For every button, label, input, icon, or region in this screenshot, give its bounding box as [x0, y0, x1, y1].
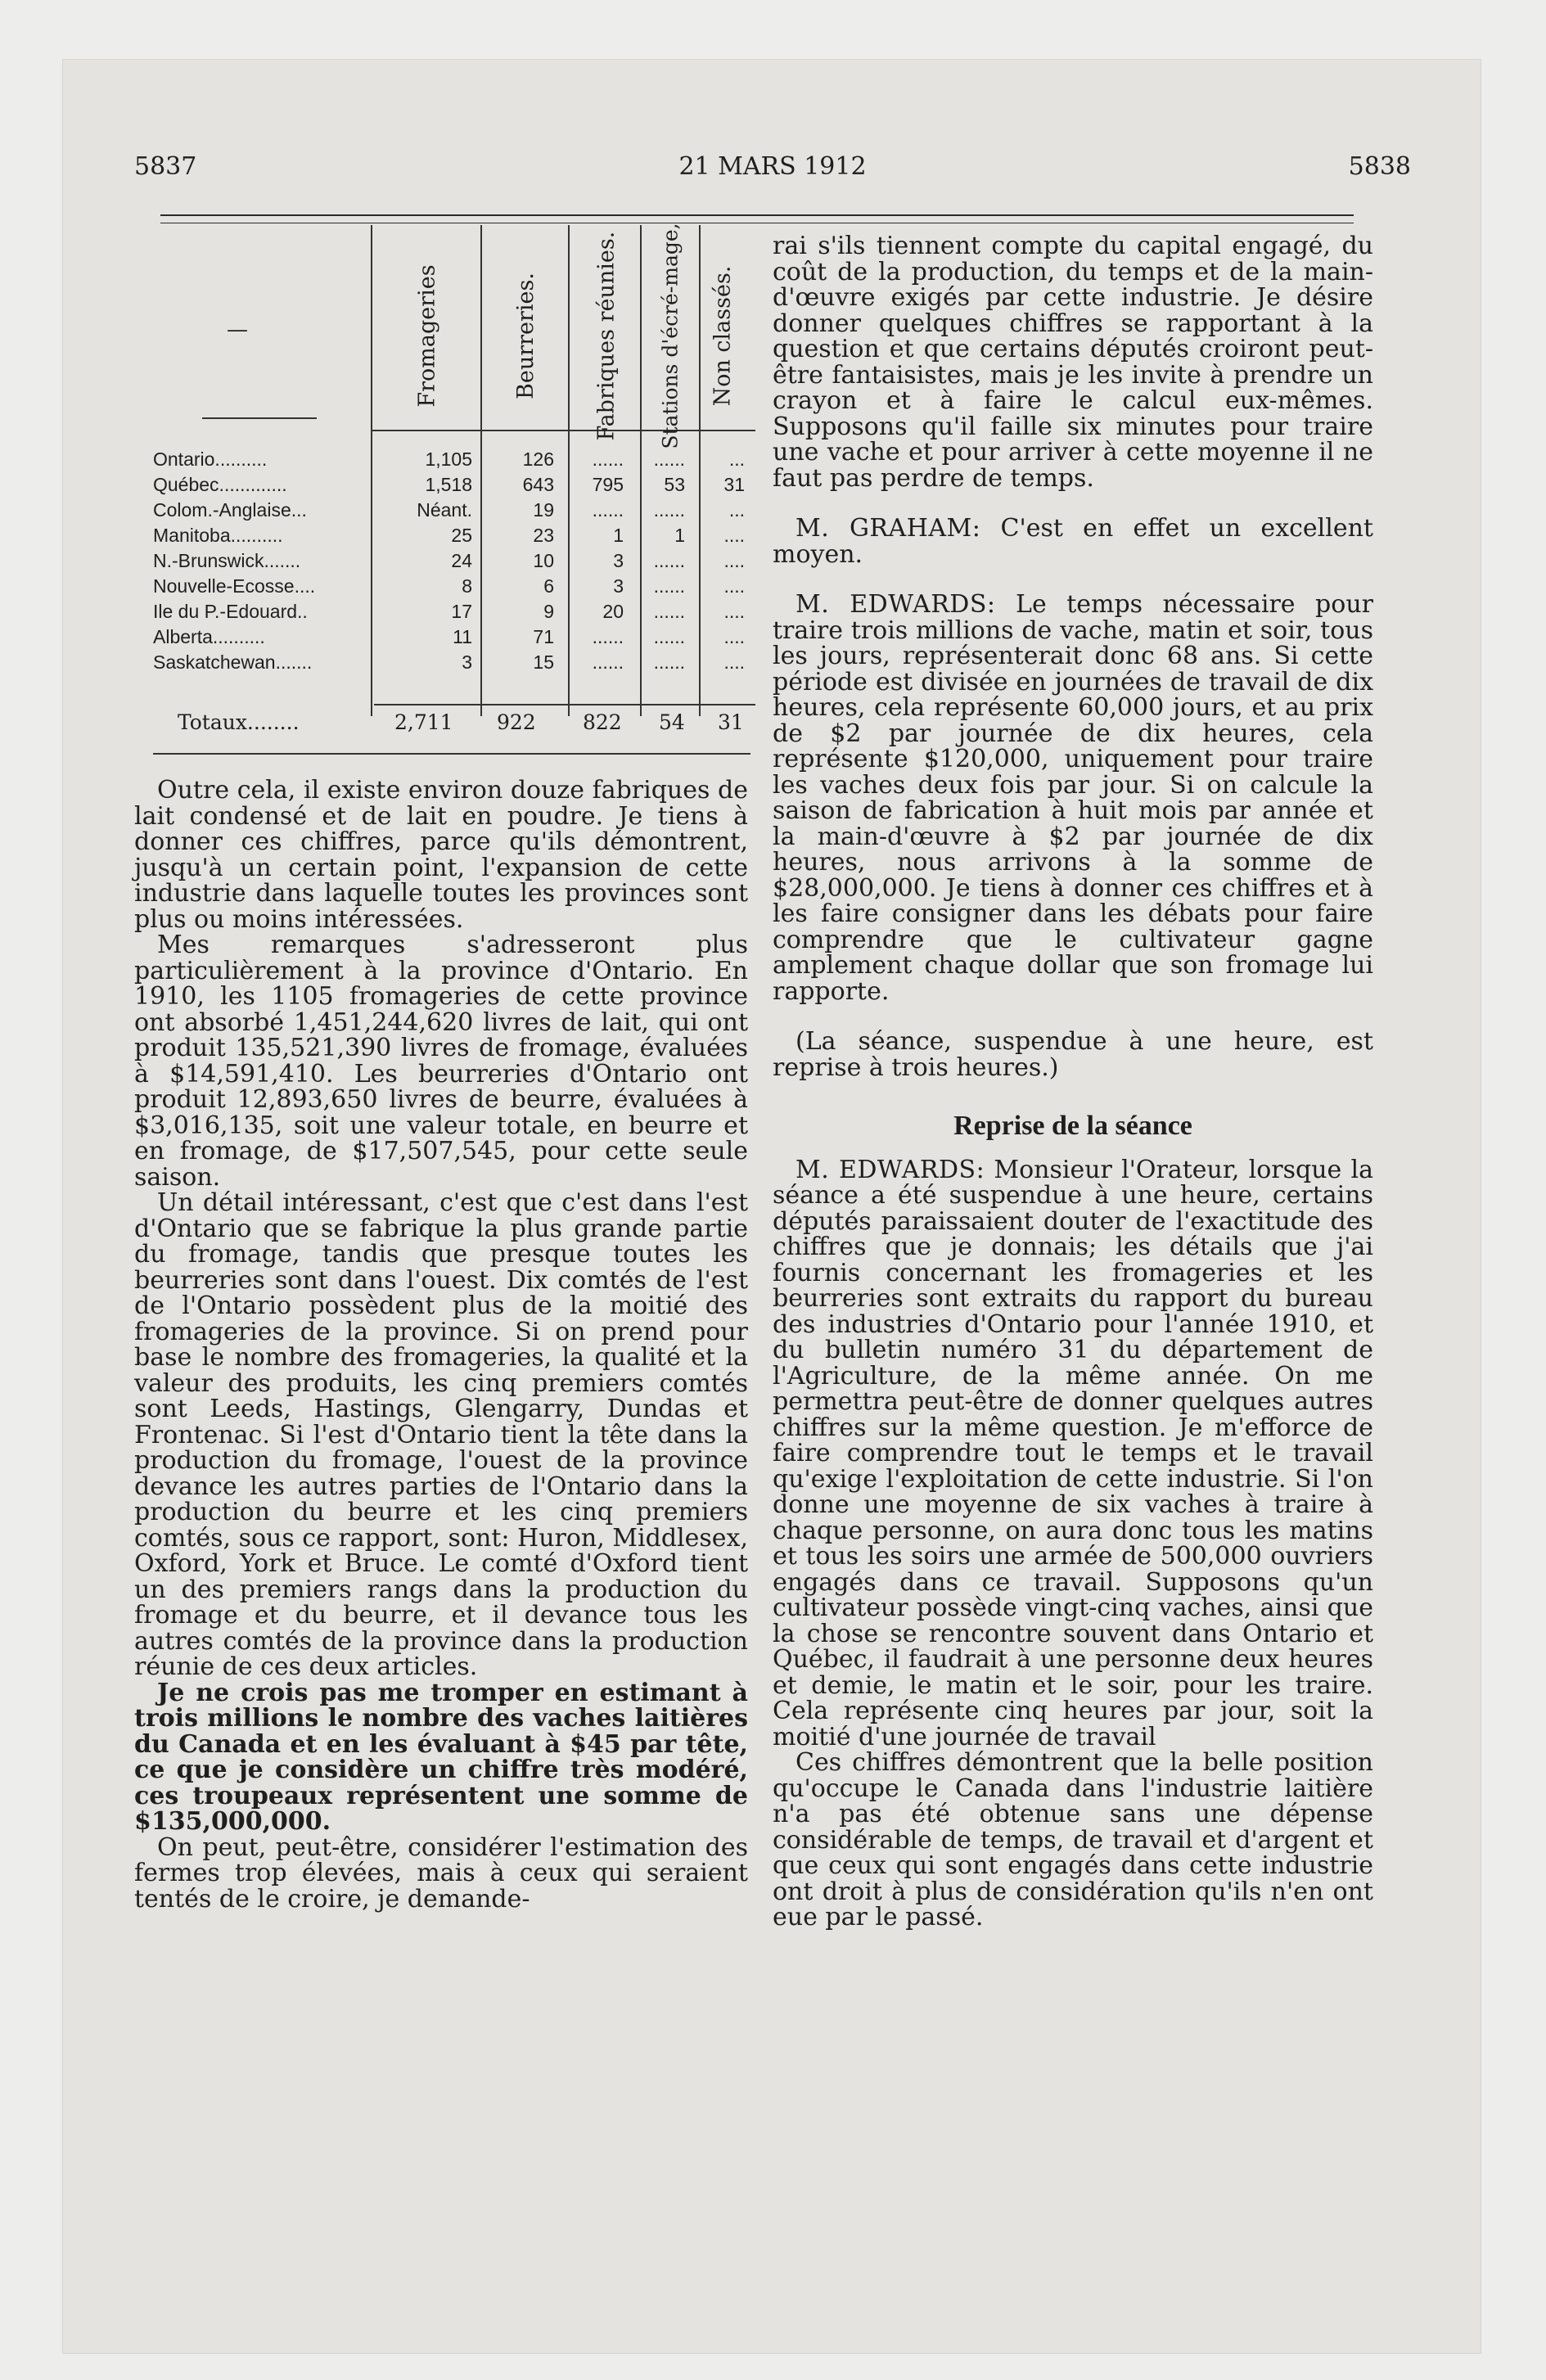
cell-fabriques: 20 — [602, 601, 624, 622]
totals-fabriques: 822 — [583, 710, 622, 734]
cell-fabriques: 1 — [613, 525, 624, 546]
left-paragraph-5: On peut, peut-être, considérer l'estimation des fermes trop élevées, mais à ceux qui seraient tentés de le croire, je demande- — [134, 1832, 748, 1913]
cell-non-classes: .... — [723, 525, 745, 546]
col-head-non-classes: Non classés. — [710, 265, 736, 406]
header-rule — [160, 214, 1354, 216]
cell-non-classes: .... — [723, 651, 745, 673]
cell-beurreries: 23 — [533, 525, 554, 546]
province-name: N.-Brunswick....... — [153, 550, 301, 571]
table-row — [153, 626, 759, 651]
cell-fabriques: ...... — [592, 651, 624, 673]
cell-fromageries: 17 — [451, 601, 472, 622]
table-bottom-rule — [153, 753, 750, 755]
right-page-number: 5838 — [1348, 152, 1411, 181]
right-paragraph-conclusion: Ces chiffres démontrent que la belle position qu'occupe le Canada dans l'industrie laitière n'a pas été obtenue sans une dépense considérable de temps, de travail et d'argent et que ceux qui sont engagés dans cette industrie ont droit à plus de considération qu'ils n'en ont eue par le passé. — [773, 1748, 1373, 1931]
right-paragraph-1: rai s'ils tiennent compte du capital engagé, du coût de la production, du temps et de la main-d'œuvre exigés par cette industrie. Je désire donner quelques chiffres se rapportant à la question et que certains députés croiront peut-être fantaisistes, mais je les invite à prendre un crayon et à faire le calcul eux-mêmes. Supposons qu'il faille six minutes pour traire une vache et pour arriver à cette moyenne il ne faut pas perdre de temps. — [773, 232, 1373, 493]
cell-non-classes: .... — [723, 626, 745, 647]
cell-stations: ...... — [653, 575, 685, 597]
province-name: Saskatchewan....... — [153, 651, 313, 673]
right-paragraph-graham: M. GRAHAM: C'est en effet un excellent moyen. — [773, 514, 1373, 569]
cell-non-classes: ... — [728, 499, 745, 521]
table-row — [153, 499, 759, 525]
cell-fromageries: 1,105 — [425, 449, 472, 470]
cell-fabriques: 795 — [592, 474, 624, 495]
cell-stations: ...... — [653, 550, 685, 571]
cell-beurreries: 9 — [543, 601, 554, 622]
cell-non-classes: .... — [723, 550, 745, 571]
cell-fromageries: 11 — [453, 626, 472, 647]
totals-beurreries: 922 — [497, 710, 536, 734]
table-row — [153, 601, 759, 626]
cell-fromageries: Néant. — [417, 499, 472, 521]
totals-label: Totaux........ — [178, 710, 300, 734]
province-name: Nouvelle-Ecosse.... — [153, 575, 316, 597]
left-paragraph-2: Mes remarques s'adresseront plus particulièrement à la province d'Ontario. En 1910, les 1105 fromageries de cette province ont absorbé 1,451,244,620 livres de lait, qui ont produit 135,521,390 livres de fromage, évaluées à $14,591,410. Les beurreries d'Ontario ont produit 12,893,650 livres de beurre, évaluées à $3,016,135, soit une valeur totale, en beurre et en fromage, de $17,507,545, pour cette seule saison. — [134, 931, 748, 1192]
col-head-fromageries: Fromageries — [414, 264, 440, 408]
cell-non-classes: ... — [728, 449, 745, 470]
speaker-edwards-1: M. EDWARDS: — [796, 590, 996, 619]
left-paragraph-4: Je ne crois pas me tromper en estimant à trois millions le nombre des vaches laitières du Canada et en les évaluant à $45 par tête, ce que je considère un chiffre très modéré, ces troupeaux représentent une somme de $135,000,000. — [134, 1678, 748, 1836]
right-column-text — [773, 233, 1373, 1931]
province-name: Québec............. — [153, 474, 287, 495]
province-name: Ontario.......... — [153, 449, 268, 470]
cell-beurreries: 15 — [533, 651, 554, 673]
cell-stations: ...... — [653, 601, 685, 622]
col-head-beurreries: Beurreries. — [512, 272, 539, 399]
section-title: Reprise de la séance — [953, 1111, 1192, 1141]
cell-non-classes: .... — [723, 601, 745, 622]
cell-beurreries: 71 — [533, 626, 554, 647]
cell-beurreries: 19 — [533, 499, 554, 521]
table-row — [153, 525, 759, 550]
running-head — [134, 152, 1411, 193]
table-totals-row — [153, 710, 759, 743]
province-name: Manitoba.......... — [153, 525, 283, 546]
cell-fabriques: ...... — [592, 626, 624, 647]
cell-fromageries: 24 — [451, 550, 472, 571]
cell-fabriques: ...... — [592, 499, 624, 521]
table-row — [153, 575, 759, 601]
cell-stations: 53 — [664, 474, 685, 495]
left-column-text — [134, 778, 748, 1912]
left-paragraph-3: Un détail intéressant, c'est que c'est dans l'est d'Ontario que se fabrique la plus grande partie du fromage, tandis que presque toutes les beurreries sont dans l'ouest. Dix comtés de l'est de l'Ontario possèdent plus de la moitié des fromageries de la province. Si on prend pour base le nombre des fromageries, la qualité et la valeur des produits, les cinq premiers comtés sont Leeds, Hastings, Glengarry, Dundas et Frontenac. Si l'est d'Ontario tient la tête dans la production du fromage, l'ouest de la province devance les autres parties de l'Ontario dans la production du beurre et les cinq premiers comtés, sous ce rapport, sont: Huron, Middlesex, Oxford, York et Bruce. Le comté d'Oxford tient un des premiers rangs dans la production du fromage et du beurre, et il devance tous les autres comtés de la province dans la production réunie de ces deux articles. — [134, 1188, 748, 1681]
cell-stations: 1 — [674, 525, 685, 546]
totals-fromageries: 2,711 — [394, 710, 453, 734]
speaker-graham: M. GRAHAM: — [796, 514, 981, 543]
cell-fromageries: 1,518 — [425, 474, 472, 495]
table-row — [153, 449, 759, 474]
table-header-rule-left — [202, 417, 317, 419]
totals-stations: 54 — [659, 710, 685, 734]
cell-stations: ...... — [653, 449, 685, 470]
table-row — [153, 550, 759, 575]
cell-stations: ...... — [653, 651, 685, 673]
right-paragraph-edwards-2: M. EDWARDS: Monsieur l'Orateur, lorsque la séance a été suspendue à une heure, certains députés paraissaient douter de l'exactitude des chiffres que je donnais; les détails que j'ai fournis concernant les fromageries et les beurreries sont extraits du rapport du bureau des industries d'Ontario pour l'année 1910, et du bulletin numéro 31 du département de l'Agriculture, de la même année. On me permettra peut-être de donner quelques autres chiffres sur la même question. Je m'efforce de faire comprendre tout le temps et le travail qu'exige l'exploitation de cette industrie. Si l'on donne une moyenne de six vaches à traire à chaque personne, on aura donc tous les matins et tous les soirs une armée de 500,000 ouvriers engagés dans ce travail. Supposons qu'un cultivateur possède vingt-cinq vaches, ainsi que la chose se rencontre souvent dans Ontario et Québec, il faudrait à une personne deux heures et demie, le matin et le soir, pour les traire. Cela représente cinq heures par jour, soit la moitié d'une journée de travail — [773, 1155, 1373, 1751]
cell-fabriques: 3 — [613, 550, 624, 571]
cell-fromageries: 3 — [462, 651, 472, 673]
cell-fromageries: 25 — [451, 525, 472, 546]
right-paragraph-suspension: (La séance, suspendue à une heure, est reprise à trois heures.) — [773, 1027, 1373, 1082]
speaker-edwards-2: M. EDWARDS: — [796, 1155, 985, 1184]
totals-non-classes: 31 — [718, 710, 744, 734]
col-head-stations: Stations d'écré-mage, — [658, 222, 683, 449]
right-paragraph-edwards-1: M. EDWARDS: Le temps nécessaire pour traire trois millions de vache, matin et soir, tous les jours, représenterait donc 68 ans. Si cette période est divisée en journées de travail de dix heures, cela représente 60,000 jours, et au prix de $2 par journée de dix heures, cela représente $120,000, uniquement pour traire les vaches deux fois par jour. Si on calcule la saison de fabrication à huit mois par année et la main-d'œuvre à $2 par journée de dix heures, nous arrivons à la somme de $28,000,000. Je tiens à donner ces chiffres et à les faire consigner dans les débats pour faire comprendre que le cultivateur gagne amplement chaque dollar que son fromage lui rapporte. — [773, 590, 1373, 1006]
table-header-bottom-rule — [371, 430, 755, 431]
table-totals-rule — [374, 704, 755, 705]
table-corner-dash: — — [227, 318, 248, 342]
cell-beurreries: 643 — [522, 474, 554, 495]
page-date: 21 MARS 1912 — [678, 152, 867, 181]
cell-non-classes: .... — [723, 575, 745, 597]
table-rows — [153, 449, 759, 677]
col-head-fabriques: Fabriques réunies. — [593, 231, 620, 440]
cell-beurreries: 10 — [533, 550, 554, 571]
cell-beurreries: 126 — [522, 449, 554, 470]
cell-fromageries: 8 — [462, 575, 472, 597]
cell-stations: ...... — [653, 626, 685, 647]
cell-beurreries: 6 — [543, 575, 554, 597]
table-row — [153, 651, 759, 677]
province-name: Ile du P.-Edouard.. — [153, 601, 308, 622]
dairy-factories-table — [153, 221, 759, 790]
left-page-number: 5837 — [134, 152, 197, 181]
left-paragraph-1: Outre cela, il existe environ douze fabriques de lait condensé et de lait en poudre. Je tiens à donner ces chiffres, parce qu'ils démontrent, jusqu'à un certain point, l'expansion de cette industrie dans laquelle toutes les provinces sont plus ou moins intéressées. — [134, 776, 748, 934]
cell-fabriques: ...... — [592, 449, 624, 470]
province-name: Alberta.......... — [153, 626, 265, 647]
cell-non-classes: 31 — [723, 474, 745, 495]
province-name: Colom.-Anglaise... — [153, 499, 307, 521]
cell-stations: ...... — [653, 499, 685, 521]
cell-fabriques: 3 — [613, 575, 624, 597]
table-row — [153, 474, 759, 499]
